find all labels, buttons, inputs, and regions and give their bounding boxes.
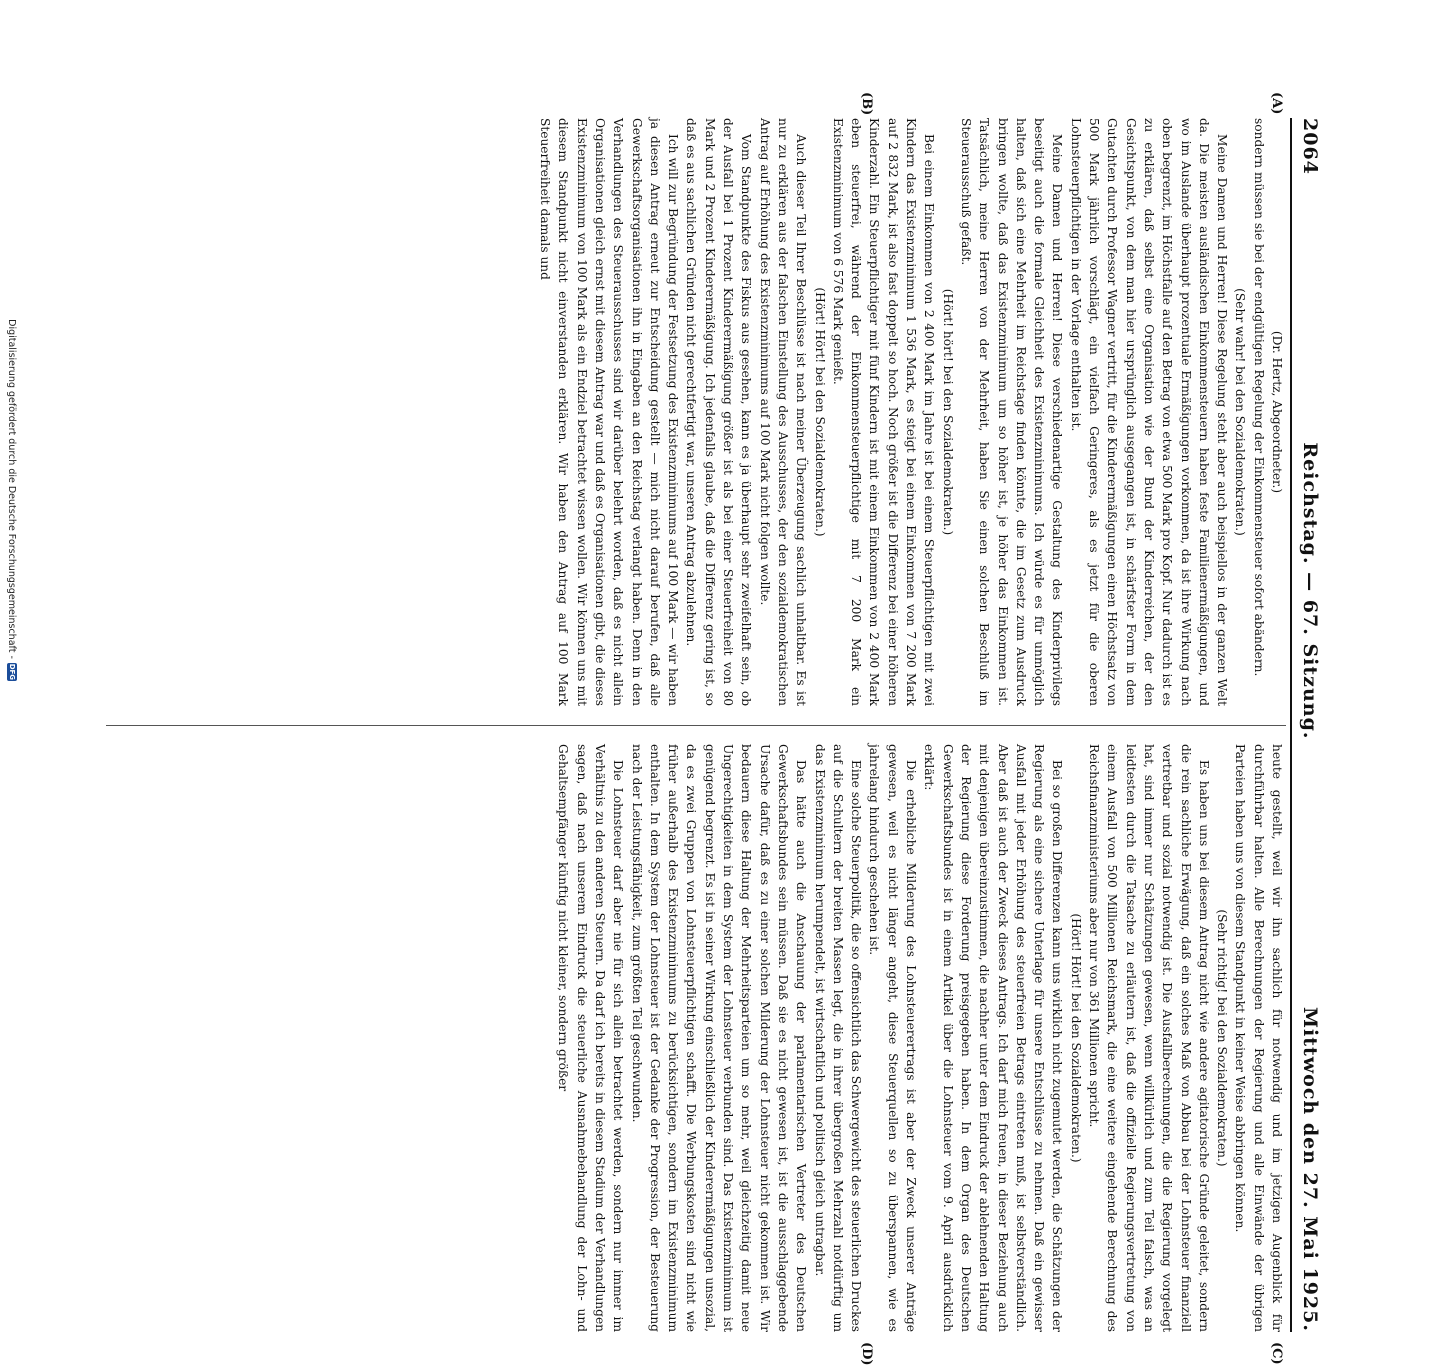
session-date: Mittwoch den 27. Mai 1925. [1299, 1007, 1321, 1332]
margin-marker-b: (B) [859, 92, 874, 116]
paragraph: Das hätte auch die Anschauung der parlamentarischen Vertreter des Deutschen Gewerkschaftsbundes sein müssen. Daß sie es nicht gewesen ist, ist die ausschlaggebende Ursache dafür, daß es zu einer solchen Milderung der Lohnsteuer nicht gekommen ist. Wir bedauern diese Haltung der Mehrheitsparteien um so mehr, weil gleichzeitig damit neue Ungerechtigkeiten in dem System der Lohnsteuer verbunden sind. Das Existenzminimum ist genügend begrenzt. Es ist in seiner Wirkung einschließlich der Kinderermäßigungen unsozial, da es zwei Gruppen von Lohnsteuerpflichtigen schafft. Die Werbungskosten sind nicht wie früher außerhalb des Existenzminimums zu berücksichtigen, sondern im Existenzminimum enthalten. In dem System der Lohnsteuer ist der Gedanke der Progression, der Besteuerung nach der Leistungsfähigkeit, zum größten Teil geschwunden. [629, 744, 809, 1332]
paragraph: heute gestellt, weil wir ihn sachlich für notwendig und im jetzigen Augenblick für durchführbar halten. Alle Berechnungen der Regierung und alle Einwände der übrigen Parteien haben uns von diesem Standpunkt in keiner Weise abbringen können. [1233, 744, 1284, 1332]
interjection: (Sehr wahr! bei den Sozialdemokraten.) [1233, 288, 1248, 536]
paragraph: Die Lohnsteuer darf aber nie für sich allein betrachtet werden, sondern nur immer im Verhältnis zu den anderen Steuern. Da darf ich bereits in diesem Stadium der Verhandlungen sagen, daß nach unserem Eindruck die steuerliche Ausnahmebehandlung der Lohn- und Gehaltsempfänger künftig nicht kleiner, sondern größer [556, 744, 626, 1332]
paragraph: Meine Damen und Herren! Diese Regelung steht aber auch beispiellos in der ganzen Welt da. Die meisten ausländischen Einkommensteuern haben feste Familienermäßigungen, und wo im Auslande überhaupt prozentuale Ermäßigungen vorkommen, da ist ihre Wirkung nach oben begrenzt, im Höchstfalle auf den Betrag von etwa 500 Mark pro Kopf. Nur dadurch ist es zu erklären, daß selbst eine Organisation wie der Bund der Kinderreichen, der den Gesichtspunkt, von dem man hier ursprünglich ausgegangen ist, in schärfster Form in dem Gutachten durch Professor Wagner vertritt, für die Kinderermäßigungen einen Höchstsatz von 500 Mark jährlich vorschlägt, ein vielfach Geringeres, als es jetzt für die oberen Lohnsteuerpflichtigen in der Vorlage enthalten ist. [1068, 118, 1230, 706]
margin-marker-d: (D) [859, 1342, 874, 1366]
quotation: Eine solche Steuerpolitik, die so offensichtlich das Schwergewicht des steuerlichen Druckes auf die Schultern der breiten Massen legt, die in ihrer übergroßen Mehrzahl notdürftig um das Existenzminimum herumpendelt, ist wirtschaftlich und politisch gleich untragbar. [812, 744, 864, 1332]
margin-marker-c: (C) [1269, 1342, 1284, 1365]
right-column [106, 744, 1286, 1332]
margin-marker-a: (A) [1269, 92, 1284, 115]
column-divider [106, 725, 1286, 726]
quotation: Die erhebliche Milderung des Lohnsteuerertrags ist aber der Zweck unserer Anträge gewesen, weil es nicht länger angeht, diese Steuerquellen so zu überspannen, wie es jahrelang hindurch geschehen ist. [867, 744, 919, 1332]
interjection: (Hört! hört! bei den Sozialdemokraten.) [940, 288, 955, 536]
paragraph: sondern müssen sie bei der endgültigen Regelung der Einkommensteuer sofort abändern. [1251, 118, 1266, 677]
paragraph: Meine Damen und Herren! Diese verschiedenartige Gestaltung des Kinderprivilegs beseitigt auch die formale Gleichheit des Existenzminimums. Ich würde es für unmöglich halten, daß sich eine Mehrheit im Reichstage finden könnte, die im Gesetz zum Ausdruck bringen wollte, daß das Existenzminimum um so höher ist, je höher das Einkommen ist. Tatsächlich, meine Herren von der Mehrheit, haben Sie einen solchen Beschluß im Steuerausschuß gefaßt. [958, 118, 1065, 706]
interjection: (Hört! Hört! bei den Sozialdemokraten.) [812, 287, 827, 537]
session-title: Reichstag. — 67. Sitzung. [1299, 442, 1321, 740]
interjection: (Hört! Hört! bei den Sozialdemokraten.) [1068, 913, 1083, 1163]
header-rule [1290, 118, 1292, 1332]
interjection: (Sehr richtig! bei den Sozialdemokraten.) [1215, 909, 1230, 1167]
paragraph: Auch dieser Teil Ihrer Beschlüsse ist nach meiner Überzeugung sachlich unhaltbar. Es ist nur zu erklären aus der falschen Einstellung des Ausschusses, der den sozialdemokratischen Antrag auf Erhöhung des Existenzminimums auf 100 Mark nicht folgen wollte. [757, 118, 809, 706]
page-number: 2064 [1299, 118, 1321, 175]
paragraph: Ich will zur Begründung der Festsetzung des Existenzminimums auf 100 Mark — wir haben ja diesen Antrag erneut zur Entscheidung gestellt — mich nicht darauf berufen, daß alle Gewerkschaftsorganisationen ihn in Eingaben an den Reichstag verlangt haben. Denn in den Verhandlungen des Steuerausschusses sind wir darüber belehrt worden, daß es nicht allein Organisationen gleich ernst mit diesem Antrag war und daß es Organisationen gibt, die dieses Existenzminimum von 100 Mark als ein Endziel betrachtet wissen wollen. Wir können uns mit diesem Standpunkt nicht einverstanden erklären. Wir haben den Antrag auf 100 Mark Steuerfreiheit damals und [538, 118, 681, 706]
digitization-footer [2, 0, 22, 1000]
page-header [1294, 118, 1326, 1332]
paragraph: Vom Standpunkte des Fiskus aus gesehen, kann es ja überhaupt sehr zweifelhaft sein, ob der Ausfall bei 1 Prozent Kinderermäßigung größer ist als bei einer Steuerfreiheit von 80 Mark und 2 Prozent Kinderermäßigung. Ich jedenfalls glaube, daß die Differenz gering ist, so daß es aus sachlichen Gründen nicht gerechtfertigt war, unseren Antrag abzulehnen. [684, 118, 754, 706]
paragraph: Bei einem Einkommen von 2 400 Mark im Jahre ist bei einem Steuerpflichtigen mit zwei Kindern das Existenzminimum 1 536 Mark, es steigt bei einem Einkommen von 7 200 Mark auf 2 832 Mark, ist also fast doppelt so hoch. Noch größer ist die Differenz bei einer höheren Kinderzahl. Ein Steuerpflichtiger mit fünf Kindern ist mit einem Einkommen von 2 400 Mark eben steuerfrei, während der Einkommensteuerpflichtige mit 7 200 Mark ein Existenzminimum von 6 576 Mark genießt. [830, 118, 937, 706]
paragraph: Bei so großen Differenzen kann uns wirklich nicht zugemutet werden, die Schätzungen der Regierung als eine sichere Unterlage für unsere Entschlüsse zu nehmen. Daß ein gewisser Ausfall mit jeder Erhöhung des steuerfreien Betrags eintreten muß, ist selbstverständlich. Aber daß ist auch der Zweck dieses Antrags. Ich darf mich freuen, in dieser Beziehung auch mit denjenigen übereinzustimmen, die nachher unter dem Eindruck der ablehnenden Haltung der Regierung diese Forderung preisgegeben haben. In dem Organ des Deutschen Gewerkschaftsbundes ist in einem Artikel über die Lohnsteuer vom 9. April ausdrücklich erklärt: [922, 744, 1065, 1332]
speaker-line: (Dr. Hertz, Abgeordneter.) [1270, 330, 1284, 494]
footer-text: Digitalisierung gefördert durch die Deutsche Forschungsgemeinschaft - [6, 319, 18, 659]
dfg-logo-icon: DFG [8, 663, 16, 681]
paragraph: Es haben uns bei diesem Antrag nicht wie andere agitatorische Gründe geleitet, sondern die rein sachliche Erwägung, daß ein solches Maß von Abbau bei der Lohnsteuer finanziell vertretbar und sozial notwendig ist. Die Ausfallberechnungen, die die Regierung vorgelegt hat, sind immer nur Schätzungen gewesen, wenn willkürlich und zum Teil falsch, was an leidtesten durch die Tatsache zu erläutern ist, daß die offizielle Regierungsvertretung von einem Ausfall von 500 Millionen Reichsmark, die eine weitere eingehende Berechnung des Reichsfinanzministeriums aber nur von 361 Millionen spricht. [1087, 744, 1211, 1332]
left-column [106, 118, 1286, 706]
